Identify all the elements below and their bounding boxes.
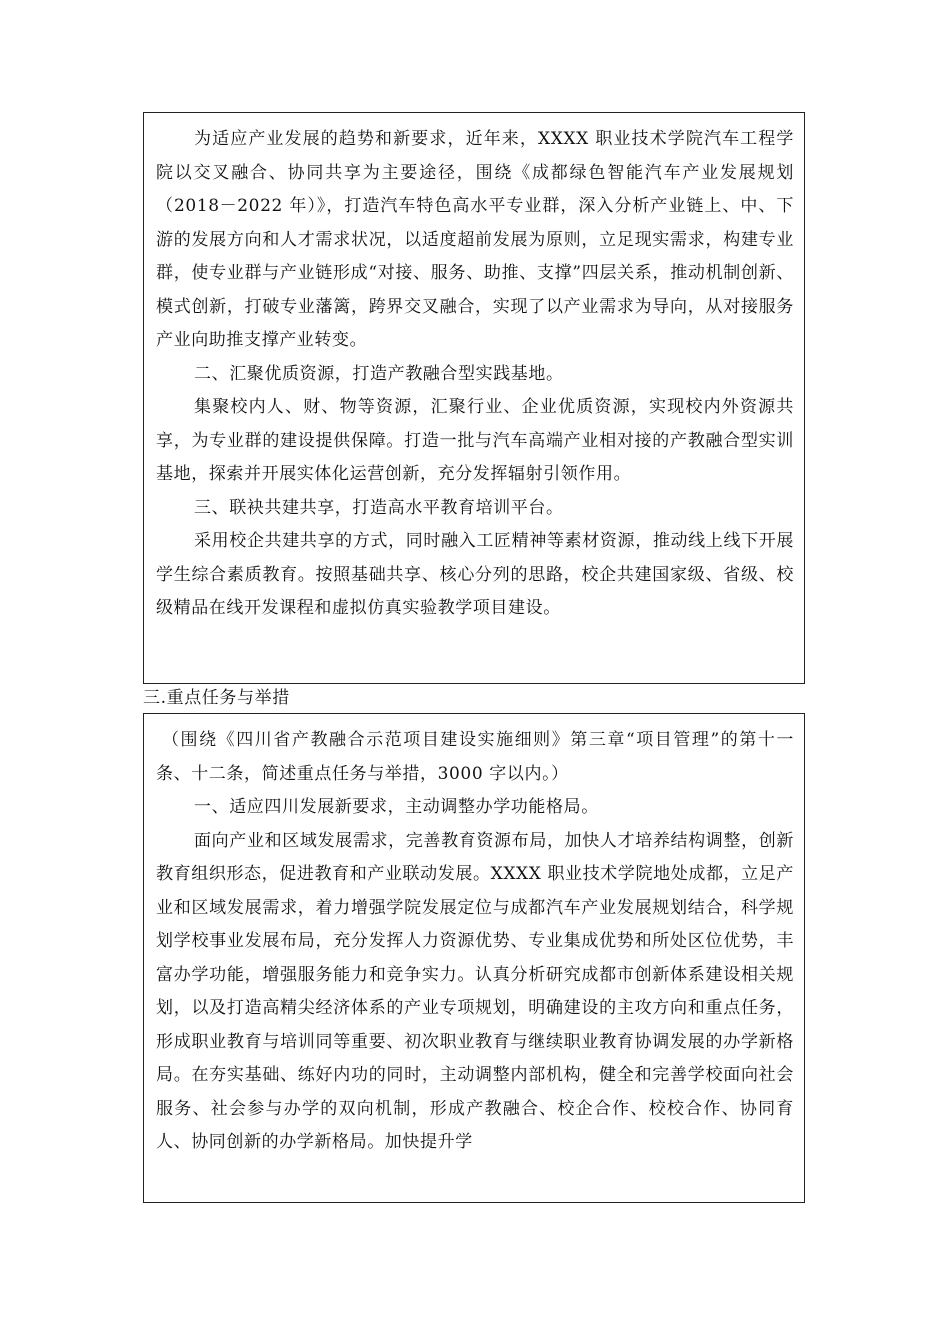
section-heading: 三.重点任务与举措 — [143, 688, 290, 708]
upper-content-box — [143, 112, 805, 684]
subheading-three: 三、联袂共建共享，打造高水平教育培训平台。 — [194, 497, 564, 518]
subheading-one: 一、适应四川发展新要求，主动调整办学功能格局。 — [194, 797, 599, 817]
subheading-two: 二、汇聚优质资源，打造产教融合型实践基地。 — [194, 363, 564, 384]
instruction-note: （围绕《四川省产教融合示范项目建设实施细则》第三章“项目管理”的第十一条、十二条，简述重点任务与举措，3000 字以内。） — [156, 730, 794, 784]
body-paragraph: 为适应产业发展的趋势和新要求，近年来，XXXX 职业技术学院汽车工程学院以交叉融合、协同共享为主要途径，围绕《成都绿色智能汽车产业发展规划（2018－2022 年）》，打造汽车特色高水平专业群，深入分析产业链上、中、下游的发展方向和人才需求状况，以适度超前发展为原则，立足现实需求，构建专业群，使专业群与产业链形成“对接、服务、助推、支撑”四层关系，推动机制创新、模式创新，打破专业藩篱，跨界交叉融合，实现了以产业需求为导向，从对接服务产业向助推支撑产业转变。 — [156, 129, 794, 350]
lower-content-box — [143, 713, 805, 1203]
body-paragraph: 集聚校内人、财、物等资源，汇聚行业、企业优质资源，实现校内外资源共享，为专业群的建设提供保障。打造一批与汽车高端产业相对接的产教融合型实训基地，探索并开展实体化运营创新，充分发挥辐射引领作用。 — [156, 397, 794, 484]
body-paragraph: 面向产业和区域发展需求，完善教育资源布局，加快人才培养结构调整，创新教育组织形态，促进教育和产业联动发展。XXXX 职业技术学院地处成都，立足产业和区域发展需求，着力增强学院发展定位与成都汽车产业发展规划结合，科学规划学校事业发展布局，充分发挥人力资源优势、专业集成优势和所处区位优势，丰富办学功能，增强服务能力和竞争实力。认真分析研究成都市创新体系建设相关规划，以及打造高精尖经济体系的产业专项规划，明确建设的主攻方向和重点任务，形成职业教育与培训同等重要、初次职业教育与继续职业教育协调发展的办学新格局。在夯实基础、练好内功的同时，主动调整内部机构，健全和完善学校面向社会服务、社会参与办学的双向机制，形成产教融合、校企合作、校校合作、协同育人、协同创新的办学新格局。加快提升学 — [156, 830, 794, 1152]
body-paragraph: 采用校企共建共享的方式，同时融入工匠精神等素材资源，推动线上线下开展学生综合素质教育。按照基础共享、核心分列的思路，校企共建国家级、省级、校级精品在线开发课程和虚拟仿真实验教学项目建设。 — [156, 531, 794, 618]
